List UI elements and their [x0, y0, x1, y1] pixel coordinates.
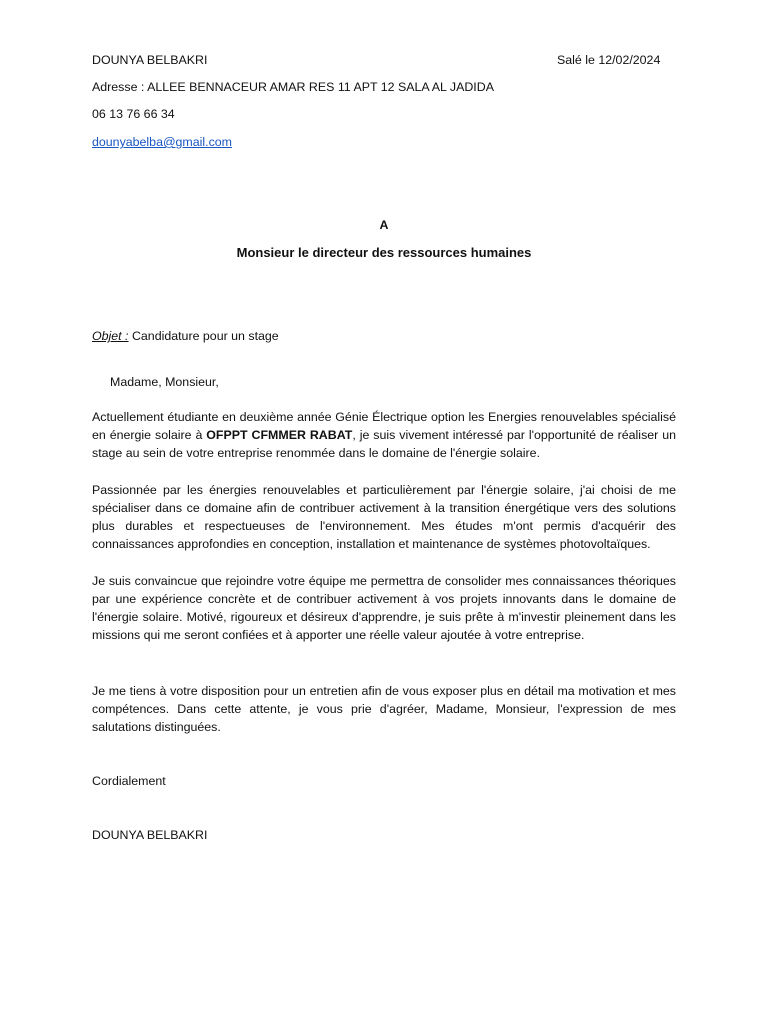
subject-label: Objet :	[92, 329, 129, 343]
recipient-prefix: A	[379, 218, 389, 232]
paragraph-1	[92, 408, 676, 462]
sender-name: DOUNYA BELBAKRI	[92, 53, 208, 67]
sender-address: Adresse : ALLEE BENNACEUR AMAR RES 11 APT 12 SALA AL JADIDA	[92, 80, 494, 94]
subject-line	[92, 327, 279, 345]
closing: Cordialement	[92, 774, 166, 788]
recipient-title: Monsieur le directeur des ressources humaines	[236, 245, 532, 260]
sender-email-link[interactable]: dounyabelba@gmail.com	[92, 135, 233, 149]
paragraph-1-start: Actuellement étudiante en deuxième année Génie Électrique option les Energies renouvelables spécialisé en énergie solaire à	[92, 410, 676, 442]
paragraph-3: Je suis convaincue que rejoindre votre équipe me permettra de consolider mes connaissances théoriques par une expérience concrète et de contribuer activement à vos projets innovants dans le domaine de l'énergie solaire. Motivé, rigoureux et désireux d'apprendre, je suis prête à m'investir pleinement dans les missions qui me seront confiées et à apporter une réelle valeur ajoutée à votre entreprise.	[92, 574, 676, 642]
paragraph-4: Je me tiens à votre disposition pour un entretien afin de vous exposer plus en détail ma motivation et mes compétences. Dans cette attente, je vous prie d'agréer, Madame, Monsieur, l'expression de mes salutations distinguées.	[92, 684, 676, 734]
paragraph-2: Passionnée par les énergies renouvelables et particulièrement par l'énergie solaire, j'ai choisi de me spécialiser dans ce domaine afin de contribuer activement à la transition énergétique vers des solutions plus durables et respectueuses de l'environnement. Mes études m'ont permis d'acquérir des connaissances approfondies en conception, installation et maintenance de systèmes photovoltaïques.	[92, 483, 676, 551]
signature-name: DOUNYA BELBAKRI	[92, 828, 208, 842]
sender-phone: 06 13 76 66 34	[92, 107, 175, 121]
place-date: Salé le 12/02/2024	[557, 53, 661, 67]
school-name: OFPPT CFMMER RABAT	[206, 428, 353, 442]
subject-text: Candidature pour un stage	[128, 329, 279, 343]
salutation: Madame, Monsieur,	[110, 375, 219, 389]
paragraph-1-end: , je suis vivement intéressé par l'opportunité de réaliser un stage au sein de votre entreprise renommée dans le domaine de l'énergie solaire.	[92, 428, 677, 460]
